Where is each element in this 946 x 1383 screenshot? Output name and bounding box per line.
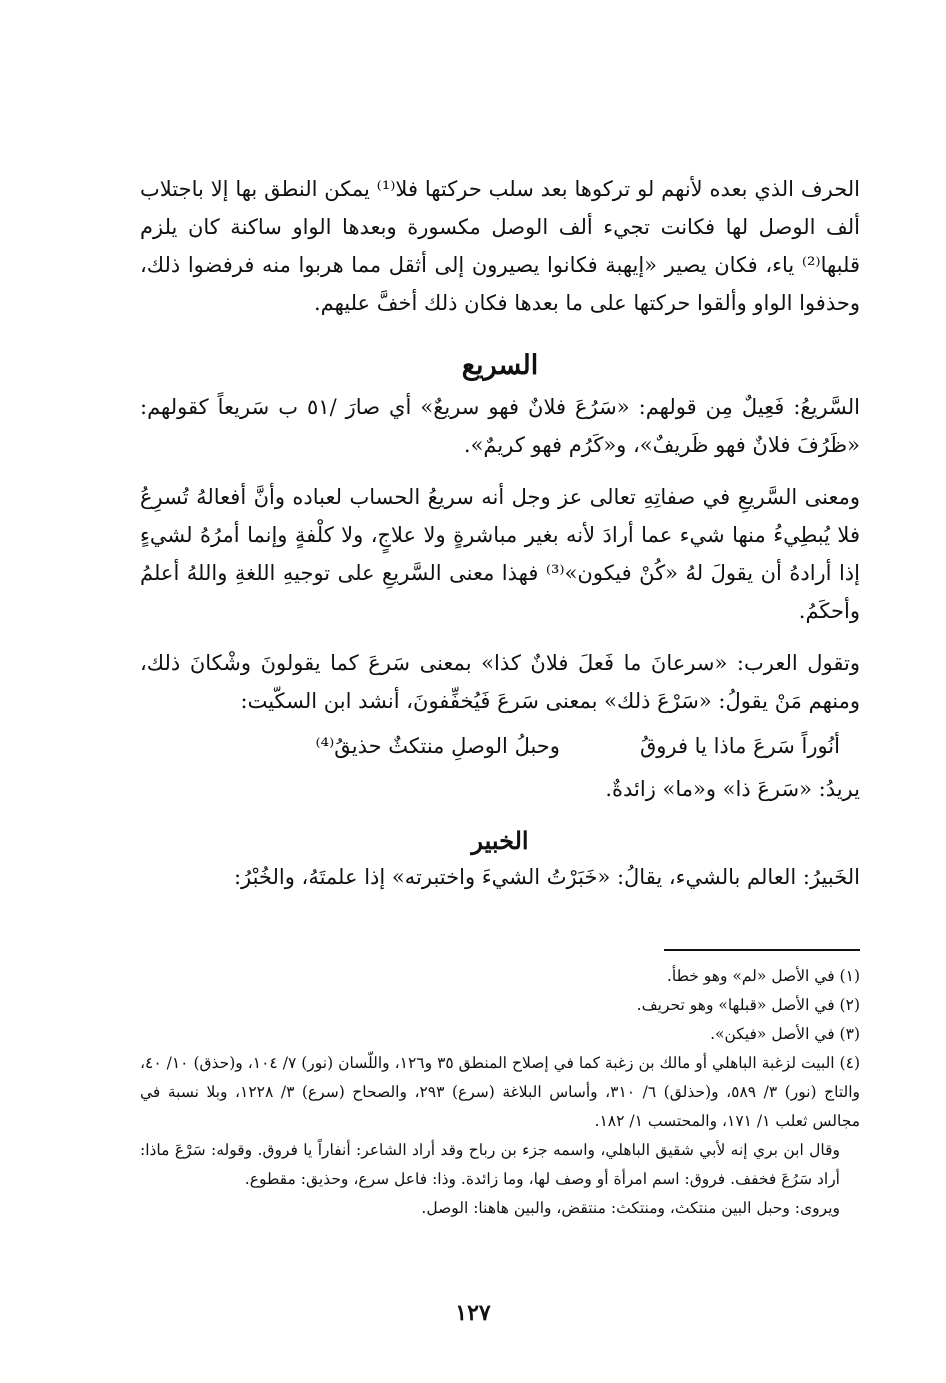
- footnotes: [140, 962, 860, 1223]
- footnote-4-variant: ويروى: وحبل البين منتكث، ومنتكث: منتقض، والبين هاهنا: الوصل.: [421, 1199, 840, 1217]
- verse-first-hemistich: أنُوراً سَرعَ ماذا يا فروقُ: [639, 734, 840, 758]
- verse-second-hemistich: وحبلُ الوصلِ منتكثٌ حذيقُ⁽⁴⁾: [315, 734, 560, 758]
- footnote-separator: [664, 949, 860, 951]
- heading-khabir: الخبير: [471, 826, 529, 855]
- heading-sarie: السريع: [461, 350, 539, 381]
- paragraph-4: وتقول العرب: «سرعانَ ما فَعلَ فلانٌ كذا» بمعنى سَرعَ كما يقولونَ وشْكانَ ذلك، ومنهم مَنْ يقولُ: «سَرْعَ ذلك» بمعنى سَرعَ فَيُخفِّفونَ، أنشد ابن السكّيت:: [140, 651, 860, 713]
- footnote-3: (٣) في الأصل «فيكن».: [710, 1025, 860, 1043]
- footnote-2: (٢) في الأصل «قبلها» وهو تحريف.: [636, 996, 860, 1014]
- paragraph-3: ومعنى السَّريعِ في صفاتِهِ تعالى عز وجل أنه سريعُ الحساب لعباده وأنَّ أفعالهُ تُسرِعُ فلا يُبطِيءُ منها شيء عما أرادَ لأنه بغير مباشرةٍ ولا علاجٍ، ولا كلْفةٍ وإنما أمرُهُ لشيءٍ إذا أرادهُ أن يقولَ لهُ «كُنْ فيكون»⁽³⁾ فهذا معنى السَّريعِ على توجيهِ اللغةِ واللهُ أعلمُ وأحكَمُ.: [140, 485, 860, 623]
- page-body: [140, 170, 860, 896]
- verse-explanation: يريدُ: «سَرعَ ذا» و«ما» زائدةٌ.: [605, 777, 860, 801]
- paragraph-1: الحرف الذي بعده لأنهم لو تركوها بعد سلب حركتها فلا⁽¹⁾ يمكن النطق بها إلا باجتلاب ألف الوصل لها فكانت تجيء ألف الوصل مكسورة وبعدها الواو ساكنة كان يلزم قلبها⁽²⁾ ياء، فكان يصير «إيهبة فكانوا يصيرون إلى أثقل مما هربوا منه فرفضوا ذلك، وحذفوا الواو وألقوا حركتها على ما بعدها فكان ذلك أخفَّ عليهم.: [140, 177, 860, 315]
- footnote-1: (١) في الأصل «لم» وهو خطأ.: [666, 967, 860, 985]
- footnote-4: (٤) البيت لزغبة الباهلي أو مالك بن زغبة كما في إصلاح المنطق ٣٥ و١٢٦، واللّسان (نور) ٧/ ١٠٤، و(حذق) ١٠/ ٤٠، والتاج (نور) ٣/ ٥٨٩، و(حذلق) ٦/ ٣١٠، وأساس البلاغة (سرع) ٢٩٣، والصحاح (سرع) ٣/ ١٢٢٨، وبلا نسبة في مجالس ثعلب ١/ ١٧١، والمحتسب ١/ ١٨٢.: [140, 1054, 861, 1130]
- paragraph-2: السَّريعُ: فَعِيلٌ مِن قولهم: «سَرُعَ فلانٌ فهو سريعٌ» أي صارَ /٥١ ب سَريعاً كقولهم: «ظَرُفَ فلانٌ فهو ظَريفٌ»، و«كَرُم فهو كريمٌ».: [140, 395, 861, 457]
- poem-verse: [140, 724, 860, 768]
- paragraph-5: الخَبيرُ: العالم بالشيء، يقالُ: «خَبَرْتُ الشيءَ واختبرته» إذا علمتَهُ، والخُبْرُ:: [233, 865, 860, 889]
- footnote-4-continued: وقال ابن بري إنه لأبي شقيق الباهلي، واسمه جزء بن رباح وقد أراد الشاعر: أنفاراً يا فروق. وقوله: سَرْعَ ماذا: أراد سَرُعَ فخفف. فروق: اسم امرأة أو وصف لها، وما زائدة. وذا: فاعل سرع، وحذيق: مقطوع.: [140, 1141, 840, 1188]
- page-number: ١٢٧: [455, 1300, 491, 1326]
